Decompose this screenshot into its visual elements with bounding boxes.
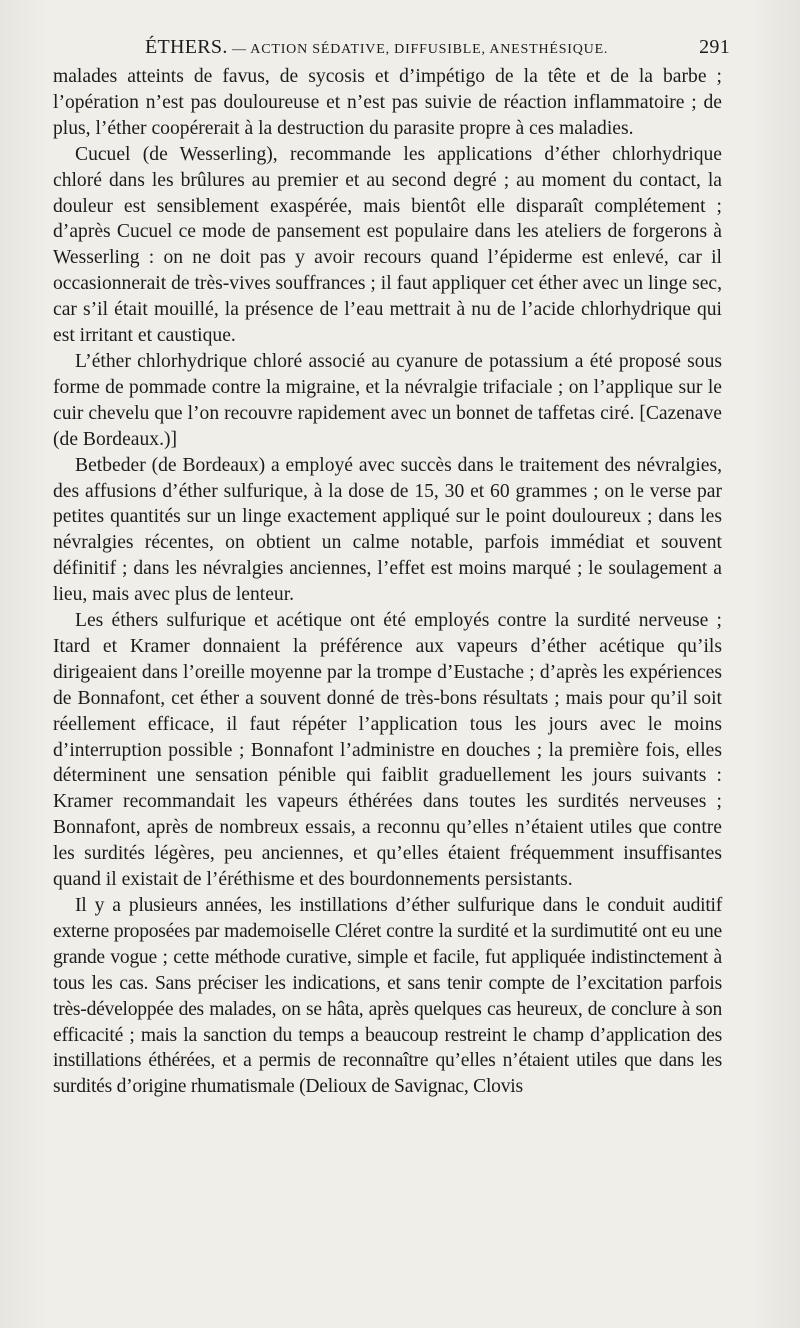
- running-title-subtitle: — ACTION SÉDATIVE, DIFFUSIBLE, ANESTHÉSIQUE.: [227, 42, 609, 57]
- paragraph-continued: malades atteints de favus, de sycosis et d’impétigo de la tête et de la barbe ; l’opération n’est pas douloureuse et n’est pas suivie de réaction inflammatoire ; de plus, l’éther coopérerait à la destruction du parasite propre à ces maladies.: [53, 66, 722, 139]
- paragraph-ether-chlorhydrique: L’éther chlorhydrique chloré associé au cyanure de potassium a été proposé sous forme de pommade contre la migraine, et la névralgie trifaciale ; on l’applique sur le cuir chevelu que l’on recouvre rapidement avec un bonnet de taffetas ciré. [Cazenave (de Bordeaux.)]: [53, 350, 722, 450]
- page-number: 291: [699, 36, 730, 58]
- running-title: [145, 36, 608, 59]
- paragraph-surdite-nerveuse: Les éthers sulfurique et acétique ont été employés contre la surdité nerveuse ; Itard et Kramer donnaient la préférence aux vapeurs d’éther acétique qu’ils dirigeaient dans l’oreille moyenne par la trompe d’Eustache ; d’après les expériences de Bonnafont, cet éther a souvent donné de très-bons résultats ; mais pour qu’il soit réellement efficace, il faut répéter l’application tous les jours avec le moins d’interruption possible ; Bonnafont l’administre en douches ; la première fois, elles déterminent une sensation pénible qui faiblit graduellement les jours suivants : Kramer recommandait les vapeurs éthérées dans toutes les surdités nerveuses ; Bonnafont, après de nombreux essais, a reconnu qu’elles n’étaient utiles que contre les surdités légères, peu anciennes, et qu’elles étaient fréquemment insuffisantes quand il existait de l’éréthisme et des bourdonnements persistants.: [53, 610, 722, 891]
- running-title-main: ÉTHERS.: [145, 36, 228, 58]
- body-text: [53, 64, 722, 1100]
- paragraph-betbeder: Betbeder (de Bordeaux) a employé avec succès dans le traitement des névralgies, des affusions d’éther sulfurique, à la dose de 15, 30 et 60 grammes ; on le verse par petites quantités sur un linge exactement appliqué sur le point douloureux ; dans les névralgies récentes, on obtient un calme notable, parfois immédiat et souvent définitif ; dans les névralgies anciennes, l’effet est moins marqué ; le soulagement a lieu, mais avec plus de lenteur.: [53, 454, 722, 606]
- paragraph-instillations: Il y a plusieurs années, les instillations d’éther sulfurique dans le conduit auditif externe proposées par mademoiselle Cléret contre la surdité et la surdimutité ont eu une grande vogue ; cette méthode curative, simple et facile, fut appliquée indistinctement à tous les cas. Sans préciser les indications, et sans tenir compte de l’excitation parfois très-développée des malades, on se hâta, après quelques cas heureux, de conclure à son efficacité ; mais la sanction du temps a beaucoup restreint le champ d’application des instillations éthérées, et a permis de reconnaître qu’elles n’étaient utiles que dans les surdités d’origine rhumatismale (Delioux de Savignac, Clovis: [53, 895, 722, 1098]
- paragraph-cucuel: Cucuel (de Wesserling), recommande les applications d’éther chlorhydrique chloré dans les brûlures au premier et au second degré ; au moment du contact, la douleur est sensiblement exaspérée, mais bientôt elle disparaît complétement ; d’après Cucuel ce mode de pansement est populaire dans les ateliers de forgerons à Wesserling : on ne doit pas y avoir recours quand l’épiderme est enlevé, car il occasionnerait de très-vives souffrances ; il faut appliquer cet éther avec un linge sec, car s’il était mouillé, la présence de l’eau mettrait à nu de l’acide chlorhydrique qui est irritant et caustique.: [53, 143, 722, 347]
- running-head: [53, 30, 730, 64]
